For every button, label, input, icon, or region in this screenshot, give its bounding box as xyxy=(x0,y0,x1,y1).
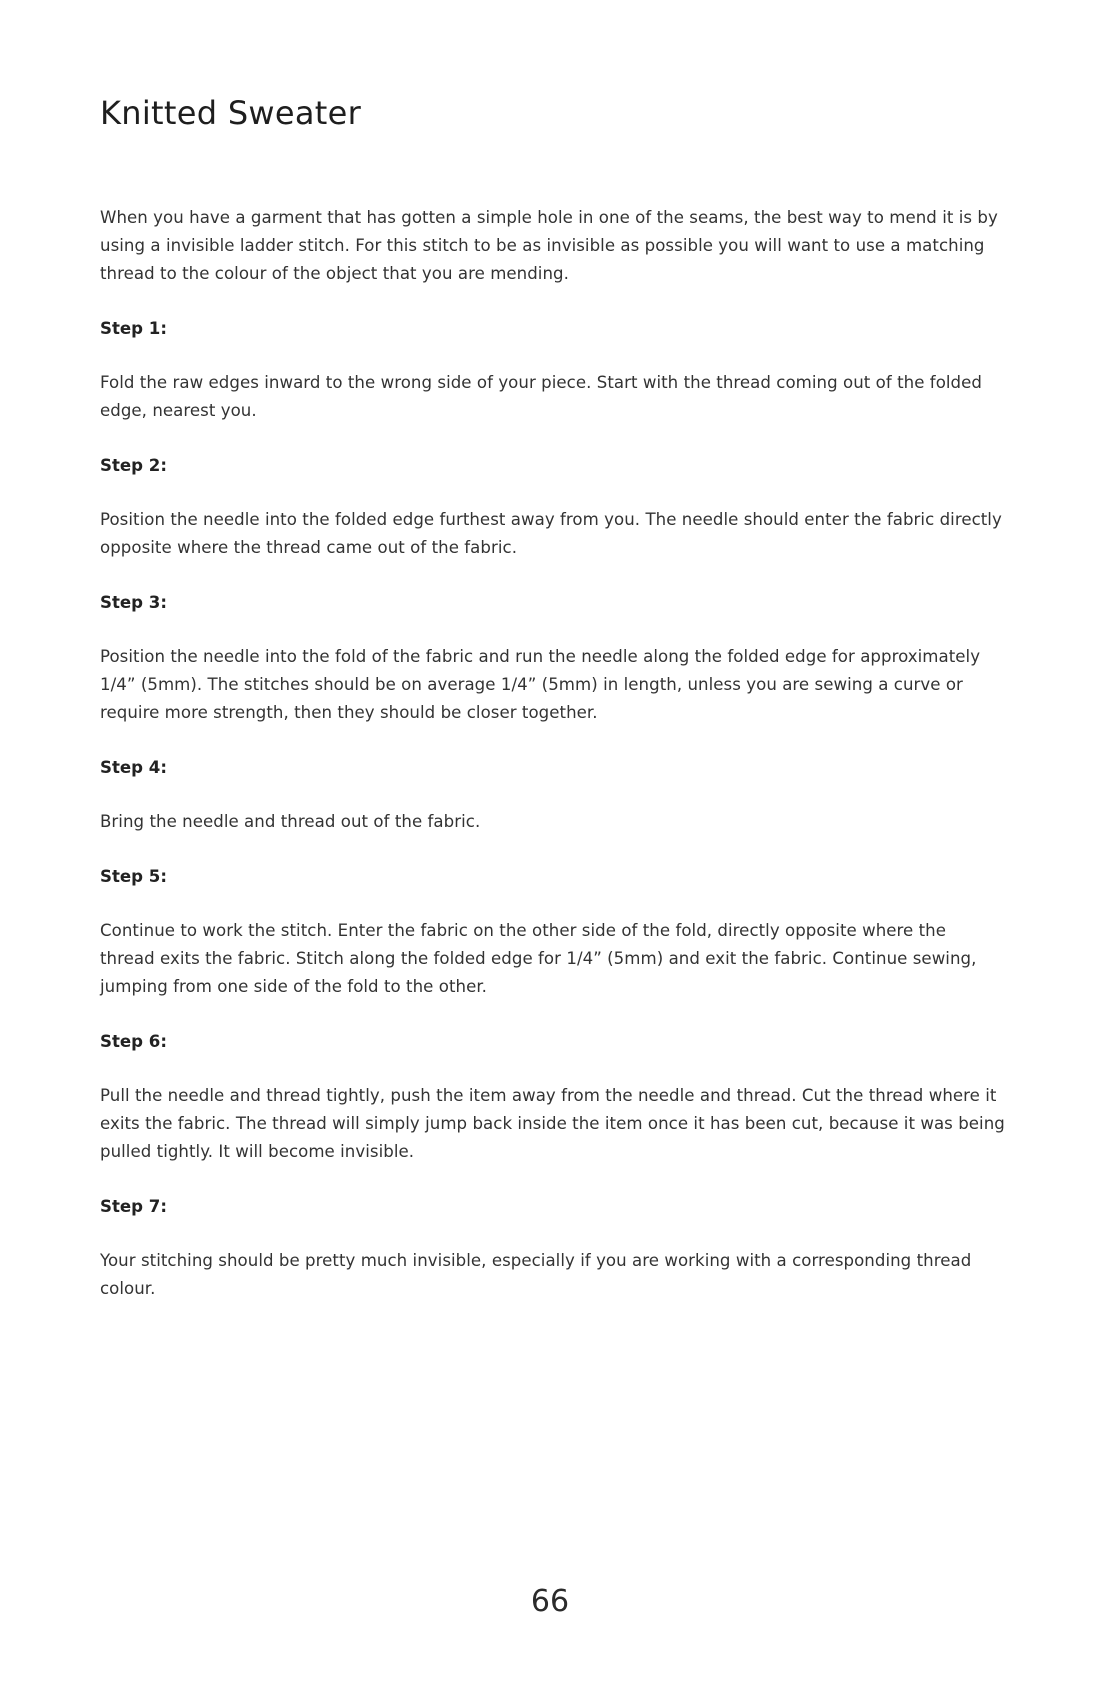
step-5-text: Continue to work the stitch. Enter the fabric on the other side of the fold, directly opposite where the thread exits the fabric. Stitch along the folded edge for 1/4” (5mm) and exit the fabric. Continue sewing, jumping from one side of the fold to the other. xyxy=(100,921,977,996)
step-7 xyxy=(100,1193,1005,1303)
page-title: Knitted Sweater xyxy=(100,94,362,132)
step-1-label: Step 1: xyxy=(100,319,167,338)
step-1 xyxy=(100,315,1005,425)
step-4-label: Step 4: xyxy=(100,758,167,777)
step-3 xyxy=(100,589,1005,727)
step-1-text: Fold the raw edges inward to the wrong side of your piece. Start with the thread coming out of the folded edge, nearest you. xyxy=(100,373,982,420)
step-7-label: Step 7: xyxy=(100,1197,167,1216)
intro-paragraph: When you have a garment that has gotten a simple hole in one of the seams, the best way to mend it is by using a invisible ladder stitch. For this stitch to be as invisible as possible you will want to use a matching thread to the colour of the object that you are mending. xyxy=(100,208,998,283)
step-6-text: Pull the needle and thread tightly, push the item away from the needle and thread. Cut the thread where it exits the fabric. The thread will simply jump back inside the item once it has been cut, because it was being pulled tightly. It will become invisible. xyxy=(100,1086,1005,1161)
step-5 xyxy=(100,863,1005,1001)
step-3-label: Step 3: xyxy=(100,593,167,612)
step-5-label: Step 5: xyxy=(100,867,167,886)
page-content xyxy=(100,204,1005,1330)
page-number: 66 xyxy=(530,1584,570,1619)
step-2-label: Step 2: xyxy=(100,456,167,475)
step-4 xyxy=(100,754,1005,836)
step-7-text: Your stitching should be pretty much invisible, especially if you are working with a corresponding thread colour. xyxy=(100,1251,972,1298)
step-6 xyxy=(100,1028,1005,1166)
step-6-label: Step 6: xyxy=(100,1032,167,1051)
step-4-text: Bring the needle and thread out of the fabric. xyxy=(100,812,481,831)
step-2-text: Position the needle into the folded edge furthest away from you. The needle should enter the fabric directly opposite where the thread came out of the fabric. xyxy=(100,510,1002,557)
step-3-text: Position the needle into the fold of the fabric and run the needle along the folded edge for approximately 1/4” (5mm). The stitches should be on average 1/4” (5mm) in length, unless you are sewing a curve or require more strength, then they should be closer together. xyxy=(100,647,981,722)
step-2 xyxy=(100,452,1005,562)
